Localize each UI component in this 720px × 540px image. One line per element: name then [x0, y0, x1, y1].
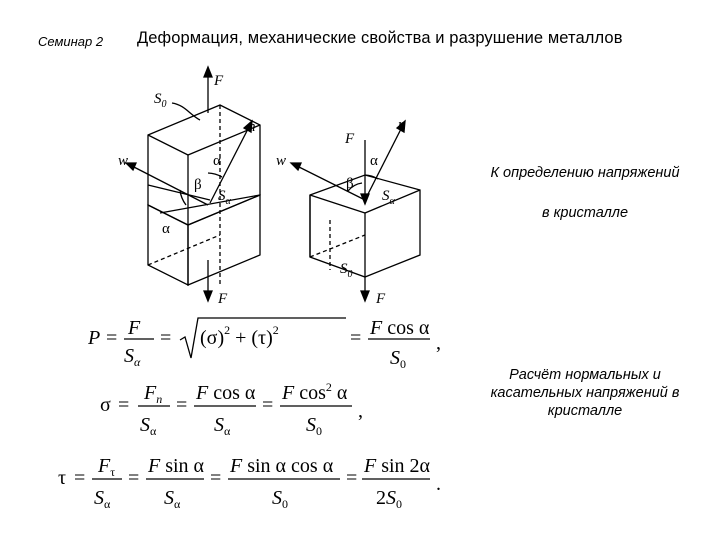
- slide-title: Деформация, механические свойства и разрушение металлов: [137, 29, 623, 47]
- svg-text:Fn: $F_n$: [144, 382, 163, 406]
- label-Sa-right: $S_\alpha$: [382, 188, 395, 207]
- svg-text:P: P: [88, 327, 101, 349]
- svg-text:=: =: [350, 327, 362, 349]
- label-F-top: F: [214, 73, 224, 89]
- svg-text:Sα: $S_\alpha$: [140, 414, 157, 438]
- svg-text:F cos2 α: F $\cos^2 \alpha$: [282, 380, 348, 404]
- svg-text:Sα: $S_\alpha$: [94, 487, 111, 511]
- svg-text:=: =: [346, 467, 358, 489]
- svg-text:S0: $S_0$: [306, 414, 322, 438]
- svg-text:=: =: [118, 394, 130, 416]
- caption-stress-line1: К определению напряжений: [490, 165, 680, 181]
- svg-text:τ: τ: [58, 467, 67, 489]
- svg-text:F sin α: F sin α: [148, 455, 205, 477]
- label-beta-right: β: [346, 176, 354, 192]
- label-beta: β: [194, 177, 202, 193]
- formula-sigma: [96, 375, 396, 445]
- svg-text:σ: σ: [100, 394, 111, 416]
- label-S0: $S_0$: [154, 91, 167, 110]
- svg-text:F: F: [128, 317, 141, 339]
- svg-text:Fτ: $F_\tau$: [98, 455, 116, 479]
- label-w: w: [118, 153, 129, 169]
- caption-calc-line2: касательных напряжений в: [490, 385, 680, 401]
- caption-stress-line2: в кристалле: [541, 205, 629, 221]
- svg-text:Sα: $S_\alpha$: [214, 414, 231, 438]
- svg-text:=: =: [176, 394, 188, 416]
- label-Sa: $S_\alpha$: [218, 188, 231, 207]
- caption-calc: [435, 366, 720, 420]
- label-alpha: α: [213, 153, 221, 169]
- seminar-label: Семинар 2: [38, 34, 104, 49]
- crystal-diagram: [110, 65, 430, 305]
- svg-text:Sα: $S_\alpha$: [164, 487, 181, 511]
- svg-text:=: =: [160, 327, 172, 349]
- label-alpha-right: α: [370, 153, 378, 169]
- svg-text:F sin 2α: F sin 2α: [364, 455, 431, 477]
- formula-tau: [58, 450, 458, 520]
- svg-text:=: =: [106, 327, 118, 349]
- svg-text:(σ)2 + (τ)2: $(\sigma)^2 + (\tau)^2$: [200, 323, 279, 349]
- svg-text:F cos α: F cos α: [370, 317, 430, 339]
- label-alpha-lower: α: [162, 221, 170, 237]
- svg-text:F cos α: F cos α: [196, 382, 256, 404]
- svg-text:,: ,: [358, 400, 363, 422]
- svg-text:.: .: [436, 473, 441, 495]
- slide-header: [38, 28, 708, 52]
- svg-text:=: =: [210, 467, 222, 489]
- label-S0-right: $S_0$: [340, 261, 353, 280]
- svg-text:F sin α cos α: F sin α cos α: [230, 455, 334, 477]
- formula-P-text: [0, 0, 1, 1]
- label-w-right: w: [276, 153, 287, 169]
- svg-text:=: =: [128, 467, 140, 489]
- label-F-bottom: F: [218, 291, 228, 305]
- formula-P: [88, 312, 398, 372]
- label-n: n: [248, 119, 256, 135]
- left-block-outline: [148, 105, 260, 225]
- svg-text:2S0: $2S_0$: [376, 487, 402, 511]
- svg-text:S0: $S_0$: [272, 487, 288, 511]
- caption-calc-line1: Расчёт нормальных и: [509, 367, 661, 383]
- comma-1: ,: [436, 332, 441, 354]
- formula-P-rhs: [368, 312, 438, 372]
- label-F-right: F: [345, 131, 355, 147]
- svg-text:Sα: $S_\alpha$: [124, 345, 141, 369]
- svg-text:=: =: [74, 467, 86, 489]
- svg-text:=: =: [262, 394, 274, 416]
- svg-text:S0: $S_0$: [390, 347, 406, 371]
- label-n-right: n: [398, 117, 406, 133]
- caption-calc-line3: кристалле: [547, 403, 623, 419]
- label-F-right-bottom: F: [376, 291, 386, 305]
